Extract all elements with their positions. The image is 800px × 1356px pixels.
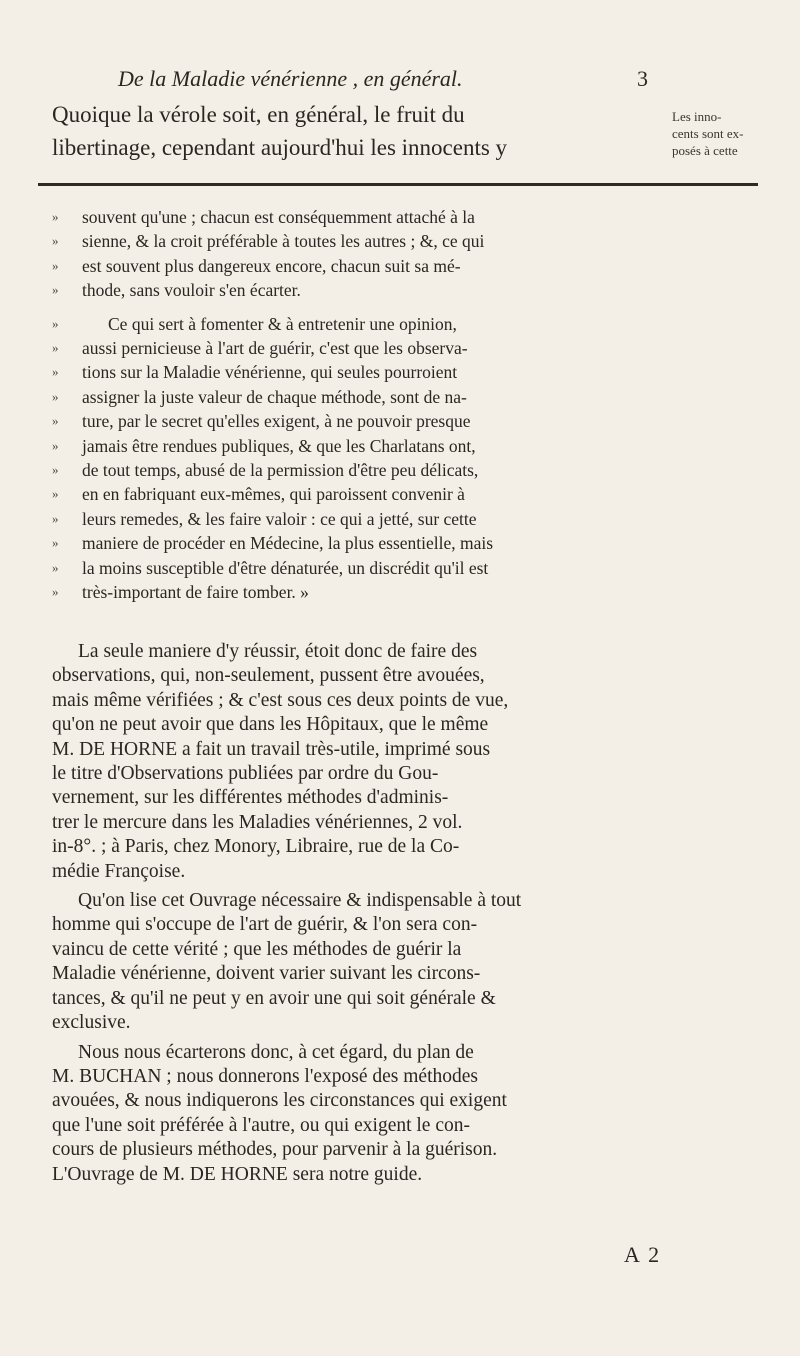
- quote-text: sienne, & la croit préférable à toutes les autres ; &, ce qui: [82, 231, 485, 252]
- quote-line: [52, 254, 702, 278]
- quote-text: aussi pernicieuse à l'art de guérir, c'est que les observa-: [82, 338, 468, 359]
- body-line: avouées, & nous indiquerons les circonstances qui exigent: [52, 1090, 507, 1112]
- margin-note-line: Les inno-: [672, 109, 722, 124]
- quote-text: leurs remedes, & les faire valoir : ce qui a jetté, sur cette: [82, 508, 477, 529]
- quote-line: [52, 434, 702, 458]
- quoted-passage: [52, 205, 702, 605]
- quote-text: tions sur la Maladie vénérienne, qui seules pourroient: [82, 362, 458, 383]
- quote-line: [52, 409, 702, 433]
- quote-text: de tout temps, abusé de la permission d'être peu délicats,: [82, 460, 479, 481]
- guillemet-mark: »: [52, 209, 59, 224]
- body-line: cours de plusieurs méthodes, pour parvenir à la guérison.: [52, 1139, 498, 1161]
- body-line: mais même vérifiées ; & c'est sous ces deux points de vue,: [52, 689, 509, 711]
- quote-line: [52, 312, 702, 336]
- quote-line: [52, 531, 702, 555]
- quote-line: [52, 507, 702, 531]
- margin-note-line: posés à cette: [672, 143, 738, 158]
- quote-text: en en fabriquant eux-mêmes, qui paroissent convenir à: [82, 484, 465, 505]
- margin-note-line: cents sont ex-: [672, 126, 744, 141]
- quote-line: [52, 278, 702, 302]
- body-line: M. BUCHAN ; nous donnerons l'exposé des méthodes: [52, 1065, 478, 1087]
- body-line: vaincu de cette vérité ; que les méthodes de guérir la: [52, 938, 462, 960]
- guillemet-mark: »: [52, 413, 59, 429]
- section-rule: [38, 183, 758, 186]
- quote-text: thode, sans vouloir s'en écarter.: [82, 280, 301, 301]
- quote-text: la moins susceptible d'être dénaturée, un discrédit qu'il est: [82, 557, 489, 578]
- body-line: qu'on ne peut avoir que dans les Hôpitaux, que le même: [52, 714, 489, 736]
- body-line: observations, qui, non-seulement, pussent être avouées,: [52, 665, 485, 687]
- guillemet-mark: »: [52, 282, 59, 298]
- quote-line: [52, 556, 702, 580]
- quote-text: jamais être rendues publiques, & que les Charlatans ont,: [82, 435, 476, 456]
- running-head: [118, 66, 648, 96]
- signature-mark: A 2: [624, 1242, 662, 1267]
- body-line: exclusive.: [52, 1012, 131, 1034]
- text-line: libertinage, cependant aujourd'hui les innocents y: [52, 135, 508, 160]
- guillemet-mark: »: [52, 364, 59, 380]
- quote-text: Ce qui sert à fomenter & à entretenir une opinion,: [108, 313, 457, 334]
- body-line: le titre d'Observations publiées par ordre du Gou-: [52, 763, 439, 785]
- body-line: Nous nous écarterons donc, à cet égard, du plan de: [78, 1041, 474, 1063]
- quote-text: assigner la juste valeur de chaque méthode, sont de na-: [82, 386, 467, 407]
- guillemet-mark: »: [52, 257, 59, 273]
- guillemet-mark: »: [52, 340, 59, 356]
- guillemet-mark: »: [52, 559, 59, 575]
- body-line: que l'une soit préférée à l'autre, ou qui exigent le con-: [52, 1114, 470, 1136]
- body-line: tances, & qu'il ne peut y en avoir une qui soit générale &: [52, 987, 496, 1009]
- guillemet-mark: »: [52, 437, 59, 453]
- quote-line: [52, 205, 702, 229]
- quote-line: [52, 482, 702, 506]
- quote-line: [52, 229, 702, 253]
- guillemet-mark: »: [52, 462, 59, 478]
- body-text: [52, 640, 704, 1187]
- text-line: Quoique la vérole soit, en général, le fruit du: [52, 102, 465, 127]
- body-line: Qu'on lise cet Ouvrage nécessaire & indispensable à tout: [78, 890, 522, 912]
- quote-line: [52, 458, 702, 482]
- quote-text: très-important de faire tomber. »: [82, 582, 309, 603]
- body-line: trer le mercure dans les Maladies vénériennes, 2 vol.: [52, 811, 463, 833]
- body-line: in-8°. ; à Paris, chez Monory, Libraire, rue de la Co-: [52, 836, 460, 858]
- margin-note: [672, 108, 784, 159]
- quote-line: [52, 385, 702, 409]
- page-number: 3: [637, 66, 648, 91]
- quote-text: ture, par le secret qu'elles exigent, à ne pouvoir presque: [82, 411, 471, 432]
- body-line: Maladie vénérienne, doivent varier suivant les circons-: [52, 963, 481, 985]
- guillemet-mark: »: [52, 510, 59, 526]
- body-line: médie Françoise.: [52, 860, 186, 882]
- guillemet-mark: »: [52, 388, 59, 404]
- quote-text: est souvent plus dangereux encore, chacun suit sa mé-: [82, 255, 461, 276]
- body-line: vernement, sur les différentes méthodes d'adminis-: [52, 787, 449, 809]
- guillemet-mark: »: [52, 233, 59, 249]
- body-line: L'Ouvrage de M. DE HORNE sera notre guide.: [52, 1163, 423, 1185]
- running-head-title: De la Maladie vénérienne , en général.: [118, 66, 463, 91]
- body-line: M. DE HORNE a fait un travail très-utile, imprimé sous: [52, 738, 491, 760]
- guillemet-mark: »: [52, 535, 59, 551]
- quote-text: souvent qu'une ; chacun est conséquemment attaché à la: [82, 207, 475, 227]
- top-paragraph: [52, 98, 650, 164]
- guillemet-mark: »: [52, 486, 59, 502]
- quote-text: maniere de procéder en Médecine, la plus essentielle, mais: [82, 533, 494, 554]
- body-line: homme qui s'occupe de l'art de guérir, & l'on sera con-: [52, 914, 478, 936]
- guillemet-mark: »: [52, 584, 59, 600]
- guillemet-mark: »: [52, 315, 59, 331]
- quote-line: [52, 360, 702, 384]
- body-line: La seule maniere d'y réussir, étoit donc de faire des: [78, 641, 478, 662]
- quote-line: [52, 336, 702, 360]
- quote-line: [52, 580, 702, 604]
